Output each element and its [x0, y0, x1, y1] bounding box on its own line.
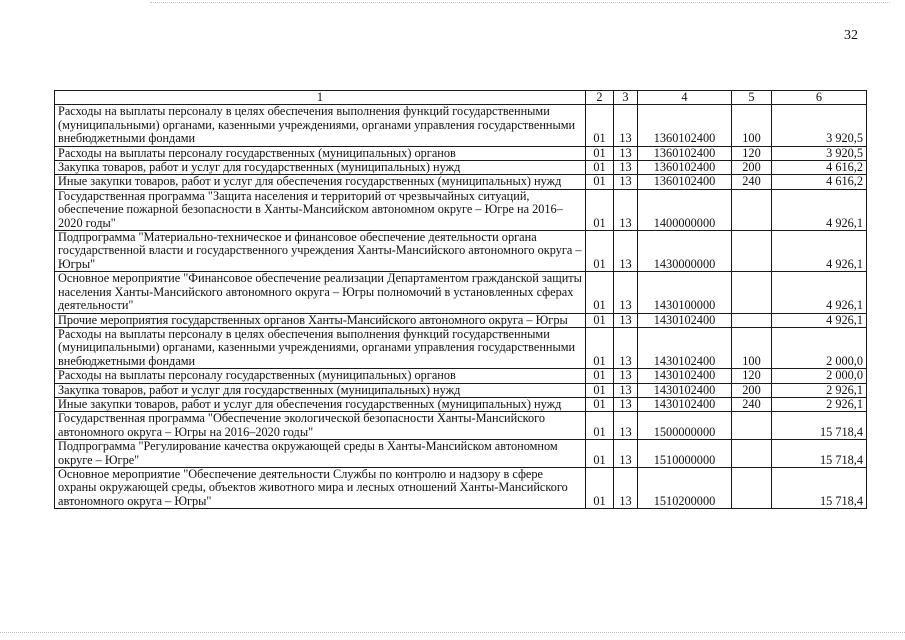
table-row: [55, 231, 867, 272]
cell-expense-type: 200: [732, 161, 772, 175]
cell-amount: 2 926,1: [772, 383, 867, 397]
table-row: [55, 467, 867, 508]
cell-target-article: 1430102400: [638, 397, 732, 411]
table-row: [55, 397, 867, 411]
cell-target-article: 1430102400: [638, 327, 732, 368]
cell-section: 01: [586, 146, 614, 160]
cell-target-article: 1430102400: [638, 313, 732, 327]
header-cell-name: 1: [55, 91, 586, 105]
header-cell-expense-type: 5: [732, 91, 772, 105]
cell-section: 01: [586, 397, 614, 411]
cell-amount: 2 926,1: [772, 397, 867, 411]
cell-amount: 15 718,4: [772, 440, 867, 468]
cell-subsection: 13: [614, 383, 638, 397]
cell-target-article: 1430102400: [638, 383, 732, 397]
cell-subsection: 13: [614, 161, 638, 175]
cell-target-article: 1510000000: [638, 440, 732, 468]
header-cell-target-article: 4: [638, 91, 732, 105]
table-row: [55, 175, 867, 189]
cell-name: Государственная программа "Защита населения и территорий от чрезвычайных ситуаций, обеспечение пожарной безопасности в Ханты-Мансийском автономном округе – Югре на 2016–2020 годы": [55, 189, 586, 230]
cell-target-article: 1400000000: [638, 189, 732, 230]
cell-subsection: 13: [614, 397, 638, 411]
cell-expense-type: [732, 313, 772, 327]
cell-name: Основное мероприятие "Обеспечение деятельности Службы по контролю и надзору в сфере охраны окружающей среды, объектов животного мира и лесных отношений Ханты-Мансийского автономного округа – Югры": [55, 467, 586, 508]
cell-expense-type: 100: [732, 105, 772, 146]
cell-expense-type: 120: [732, 369, 772, 383]
table-row: [55, 383, 867, 397]
cell-section: 01: [586, 189, 614, 230]
cell-amount: 3 920,5: [772, 146, 867, 160]
cell-name: Закупка товаров, работ и услуг для государственных (муниципальных) нужд: [55, 383, 586, 397]
cell-target-article: 1360102400: [638, 161, 732, 175]
table-row: [55, 313, 867, 327]
cell-section: 01: [586, 313, 614, 327]
table-row: [55, 327, 867, 368]
table-row: [55, 105, 867, 146]
cell-expense-type: [732, 412, 772, 440]
cell-amount: 4 926,1: [772, 189, 867, 230]
table-row: [55, 272, 867, 313]
cell-section: 01: [586, 383, 614, 397]
cell-expense-type: [732, 467, 772, 508]
cell-target-article: 1500000000: [638, 412, 732, 440]
header-cell-subsection: 3: [614, 91, 638, 105]
cell-name: Прочие мероприятия государственных органов Ханты-Мансийского автономного округа – Югры: [55, 313, 586, 327]
cell-name: Основное мероприятие "Финансовое обеспечение реализации Департаментом гражданской защиты населения Ханты-Мансийского автономного округа – Югры полномочий в установленных сферах деятельности": [55, 272, 586, 313]
cell-name: Расходы на выплаты персоналу в целях обеспечения выполнения функций государственными (муниципальными) органами, казенными учреждениями, органами управления государственными внебюджетными фондами: [55, 105, 586, 146]
cell-expense-type: [732, 440, 772, 468]
cell-subsection: 13: [614, 146, 638, 160]
cell-amount: 2 000,0: [772, 369, 867, 383]
cell-section: 01: [586, 327, 614, 368]
cell-section: 01: [586, 175, 614, 189]
cell-subsection: 13: [614, 467, 638, 508]
cell-expense-type: [732, 272, 772, 313]
cell-name: Государственная программа "Обеспечение экологической безопасности Ханты-Мансийского автономного округа – Югры на 2016–2020 годы": [55, 412, 586, 440]
cell-target-article: 1430102400: [638, 369, 732, 383]
cell-target-article: 1360102400: [638, 146, 732, 160]
cell-amount: 2 000,0: [772, 327, 867, 368]
cell-section: 01: [586, 440, 614, 468]
budget-table: [54, 90, 867, 509]
cell-subsection: 13: [614, 231, 638, 272]
cell-section: 01: [586, 272, 614, 313]
cell-amount: 4 616,2: [772, 175, 867, 189]
scan-edge-bottom: [0, 632, 905, 635]
cell-target-article: 1430000000: [638, 231, 732, 272]
cell-amount: 4 926,1: [772, 231, 867, 272]
header-cell-section: 2: [586, 91, 614, 105]
cell-subsection: 13: [614, 313, 638, 327]
cell-name: Расходы на выплаты персоналу государственных (муниципальных) органов: [55, 369, 586, 383]
table-row: [55, 412, 867, 440]
cell-name: Расходы на выплаты персоналу в целях обеспечения выполнения функций государственными (муниципальными) органами, казенными учреждениями, органами управления государственными внебюджетными фондами: [55, 327, 586, 368]
cell-name: Подпрограмма "Материально-техническое и финансовое обеспечение деятельности органа государственной власти и государственного учреждения Ханты-Мансийского автономного округа – Югры": [55, 231, 586, 272]
cell-expense-type: 200: [732, 383, 772, 397]
cell-name: Подпрограмма "Регулирование качества окружающей среды в Ханты-Мансийском автономном округе – Югре": [55, 440, 586, 468]
cell-subsection: 13: [614, 175, 638, 189]
table-row: [55, 161, 867, 175]
table-row: [55, 440, 867, 468]
cell-expense-type: 120: [732, 146, 772, 160]
cell-subsection: 13: [614, 440, 638, 468]
cell-subsection: 13: [614, 272, 638, 313]
cell-expense-type: 240: [732, 397, 772, 411]
budget-table-body: [55, 91, 867, 509]
cell-amount: 4 926,1: [772, 272, 867, 313]
table-header-row: [55, 91, 867, 105]
cell-amount: 15 718,4: [772, 412, 867, 440]
cell-section: 01: [586, 161, 614, 175]
table-row: [55, 189, 867, 230]
cell-target-article: 1360102400: [638, 175, 732, 189]
cell-target-article: 1430100000: [638, 272, 732, 313]
cell-section: 01: [586, 467, 614, 508]
cell-name: Закупка товаров, работ и услуг для государственных (муниципальных) нужд: [55, 161, 586, 175]
cell-section: 01: [586, 231, 614, 272]
page-number: 32: [844, 28, 858, 43]
cell-section: 01: [586, 105, 614, 146]
cell-target-article: 1360102400: [638, 105, 732, 146]
cell-name: Расходы на выплаты персоналу государственных (муниципальных) органов: [55, 146, 586, 160]
cell-expense-type: 100: [732, 327, 772, 368]
cell-expense-type: [732, 189, 772, 230]
cell-name: Иные закупки товаров, работ и услуг для обеспечения государственных (муниципальных) нужд: [55, 175, 586, 189]
cell-section: 01: [586, 369, 614, 383]
cell-amount: 4 616,2: [772, 161, 867, 175]
cell-amount: 3 920,5: [772, 105, 867, 146]
cell-expense-type: [732, 231, 772, 272]
cell-section: 01: [586, 412, 614, 440]
table-row: [55, 146, 867, 160]
cell-expense-type: 240: [732, 175, 772, 189]
cell-subsection: 13: [614, 412, 638, 440]
table-row: [55, 369, 867, 383]
cell-subsection: 13: [614, 327, 638, 368]
header-cell-amount: 6: [772, 91, 867, 105]
cell-subsection: 13: [614, 105, 638, 146]
cell-name: Иные закупки товаров, работ и услуг для обеспечения государственных (муниципальных) нужд: [55, 397, 586, 411]
cell-target-article: 1510200000: [638, 467, 732, 508]
cell-amount: 15 718,4: [772, 467, 867, 508]
scan-edge-top: [150, 2, 890, 5]
cell-subsection: 13: [614, 369, 638, 383]
cell-subsection: 13: [614, 189, 638, 230]
cell-amount: 4 926,1: [772, 313, 867, 327]
